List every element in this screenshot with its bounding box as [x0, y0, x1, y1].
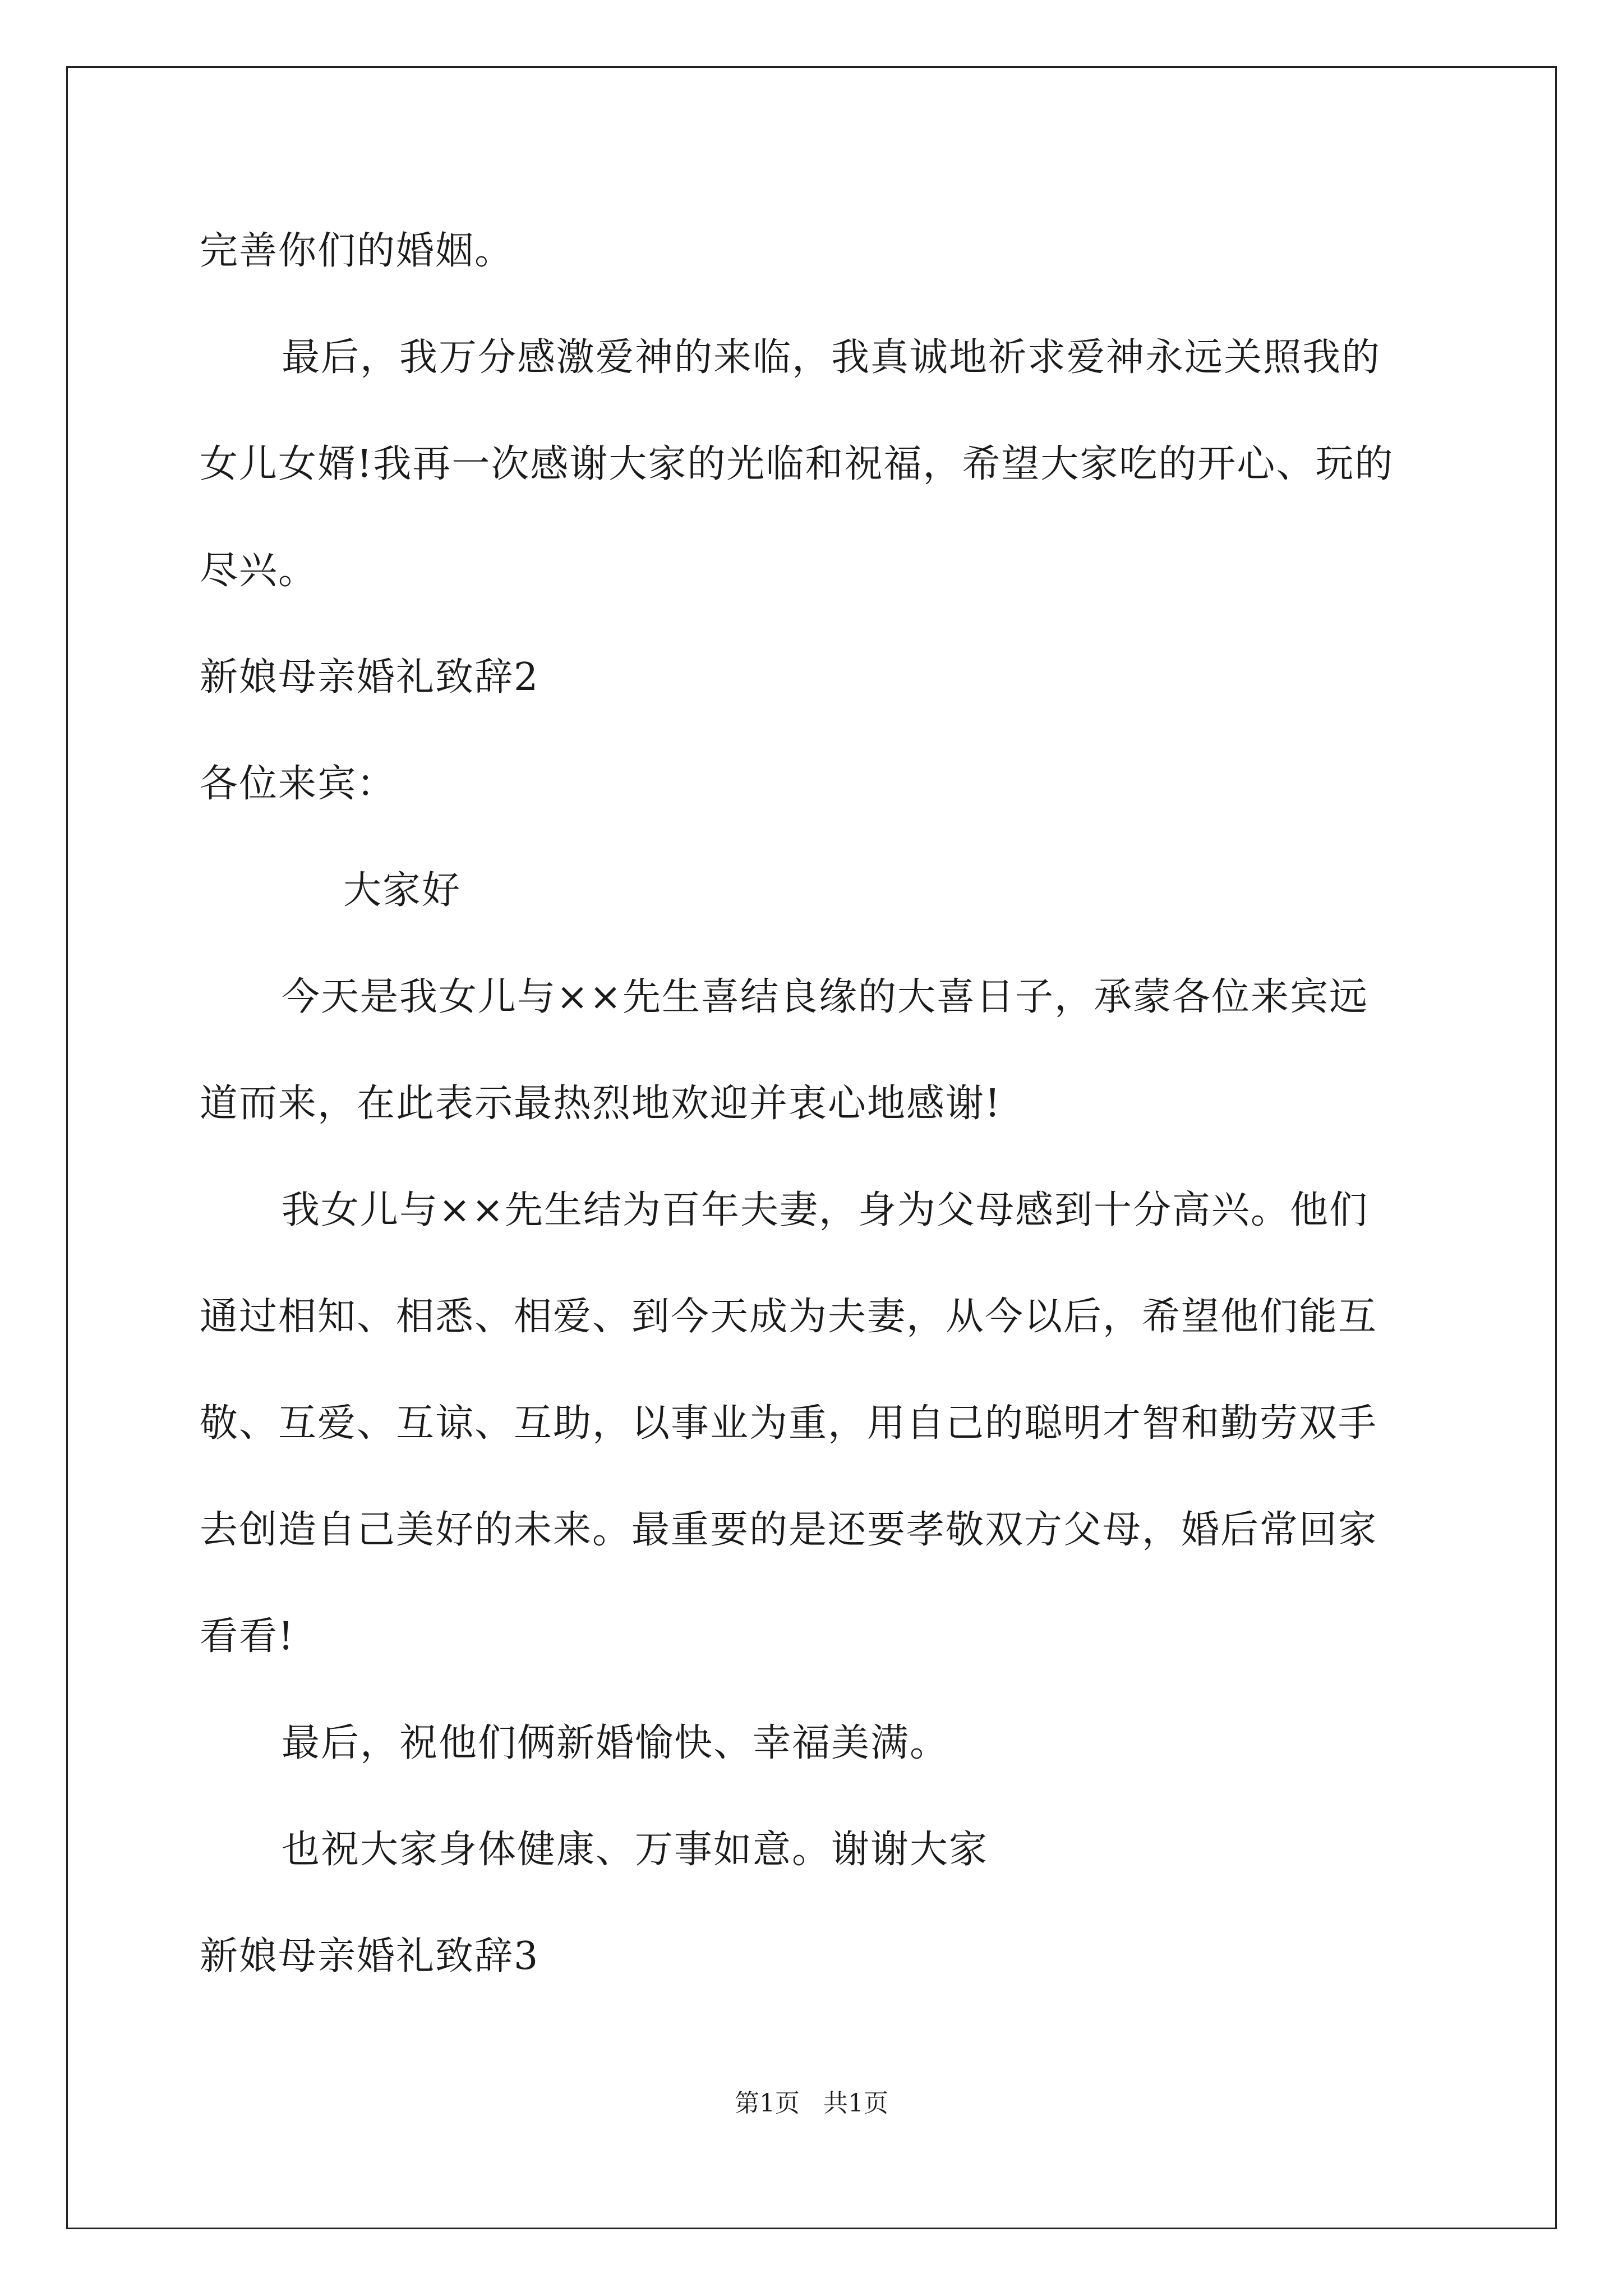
paragraph-line: 尽兴。 [200, 549, 318, 593]
page-border [66, 66, 1557, 2229]
paragraph-line: 今天是我女儿与××先生喜结良缘的大喜日子，承蒙各位来宾远 [282, 975, 1368, 1019]
paragraph-line: 完善你们的婚姻。 [200, 229, 514, 273]
greeting: 大家好 [343, 868, 462, 913]
section-heading: 新娘母亲婚礼致辞2 [200, 655, 540, 700]
paragraph-line: 也祝大家身体健康、万事如意。谢谢大家 [282, 1828, 989, 1872]
paragraph-line: 最后，我万分感激爱神的来临，我真诚地祈求爱神永远关照我的 [282, 335, 1381, 380]
paragraph-line: 女儿女婿!我再一次感谢大家的光临和祝福，希望大家吃的开心、玩的 [200, 442, 1394, 486]
paragraph-line: 道而来，在此表示最热烈地欢迎并衷心地感谢! [200, 1082, 1002, 1126]
paragraph-line: 我女儿与××先生结为百年夫妻，身为父母感到十分高兴。他们 [282, 1188, 1368, 1232]
paragraph-line: 通过相知、相悉、相爱、到今天成为夫妻，从今以后，希望他们能互 [200, 1295, 1378, 1339]
paragraph-line: 最后，祝他们俩新婚愉快、幸福美满。 [282, 1721, 949, 1765]
section-heading: 新娘母亲婚礼致辞3 [200, 1934, 540, 1978]
paragraph-line: 敬、互爱、互谅、互助，以事业为重，用自己的聪明才智和勤劳双手 [200, 1401, 1378, 1446]
page-footer: 第1页 共1页 [735, 2089, 888, 2118]
paragraph-line: 去创造自己美好的未来。最重要的是还要孝敬双方父母，婚后常回家 [200, 1508, 1378, 1552]
salutation: 各位来宾： [200, 762, 396, 806]
paragraph-line: 看看! [200, 1614, 295, 1659]
